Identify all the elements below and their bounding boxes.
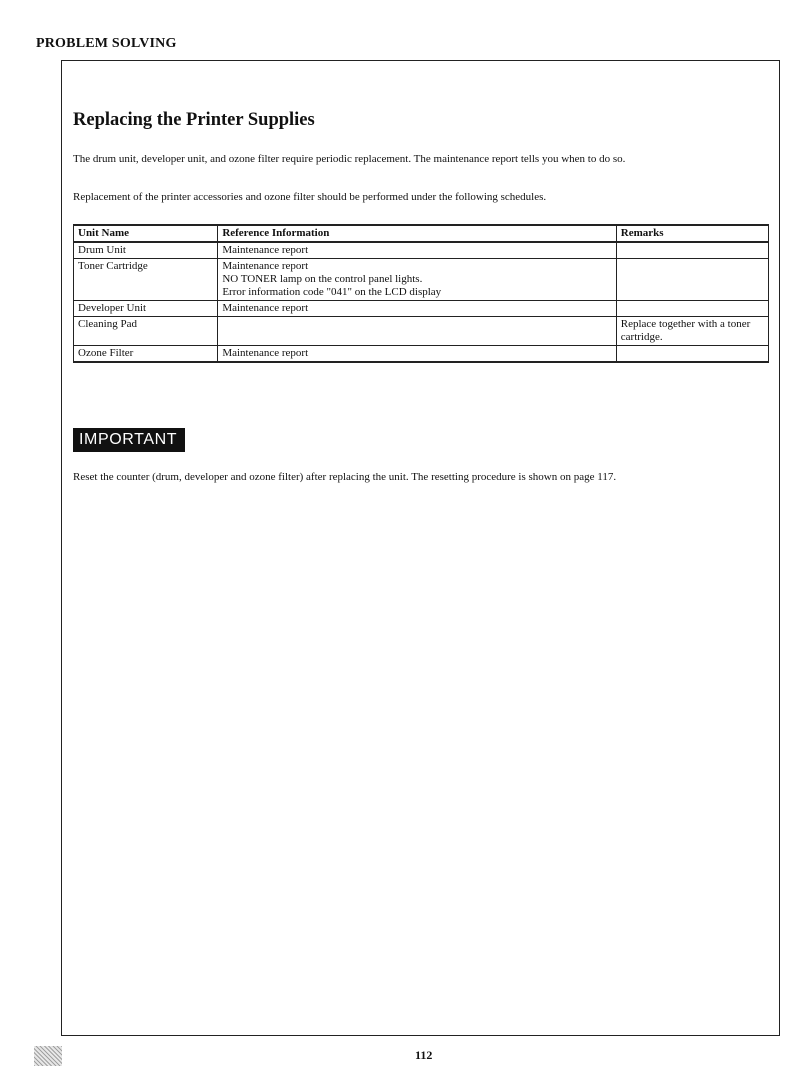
reference-line: Maintenance report: [222, 244, 309, 256]
table-row: [74, 317, 769, 346]
reference-line: Maintenance report: [222, 347, 309, 359]
reference-cell: [218, 301, 616, 317]
reference-line: Error information code "041" on the LCD display: [222, 286, 442, 298]
unit-name-cell: Toner Cartridge: [74, 259, 218, 301]
unit-name-cell: Drum Unit: [74, 242, 218, 259]
table-row: [74, 346, 769, 363]
remarks-cell: Replace together with a toner cartridge.: [616, 317, 768, 346]
page-title: Replacing the Printer Supplies: [73, 110, 315, 130]
unit-name-cell: Developer Unit: [74, 301, 218, 317]
reference-line: NO TONER lamp on the control panel lights.: [222, 273, 423, 285]
column-header-reference-information: Reference Information: [218, 225, 616, 242]
remarks-cell: [616, 301, 768, 317]
column-header-unit-name: Unit Name: [74, 225, 218, 242]
reference-cell: [218, 317, 616, 346]
column-header-remarks: Remarks: [616, 225, 768, 242]
supplies-table: [73, 224, 769, 363]
reference-cell: [218, 346, 616, 363]
unit-name-cell: Ozone Filter: [74, 346, 218, 363]
unit-name-cell: Cleaning Pad: [74, 317, 218, 346]
important-label: IMPORTANT: [73, 428, 185, 452]
table-row: [74, 259, 769, 301]
section-header: PROBLEM SOLVING: [36, 36, 177, 51]
reference-line: Maintenance report: [222, 302, 309, 314]
reference-line: Maintenance report: [222, 260, 309, 272]
scan-artifact: [34, 1046, 62, 1066]
remarks-cell: [616, 242, 768, 259]
remarks-cell: [616, 346, 768, 363]
important-note: Reset the counter (drum, developer and ozone filter) after replacing the unit. The resetting procedure is shown on page 117.: [73, 471, 617, 483]
table-header-row: [74, 225, 769, 242]
reference-cell: [218, 259, 616, 301]
reference-cell: [218, 242, 616, 259]
table-row: [74, 242, 769, 259]
schedule-note: Replacement of the printer accessories and ozone filter should be performed under the following schedules.: [73, 191, 547, 203]
page-frame: [61, 60, 780, 1036]
table-row: [74, 301, 769, 317]
remarks-cell: [616, 259, 768, 301]
page-number: 112: [415, 1048, 433, 1062]
intro-paragraph: The drum unit, developer unit, and ozone filter require periodic replacement. The maintenance report tells you when to do so.: [73, 153, 626, 165]
